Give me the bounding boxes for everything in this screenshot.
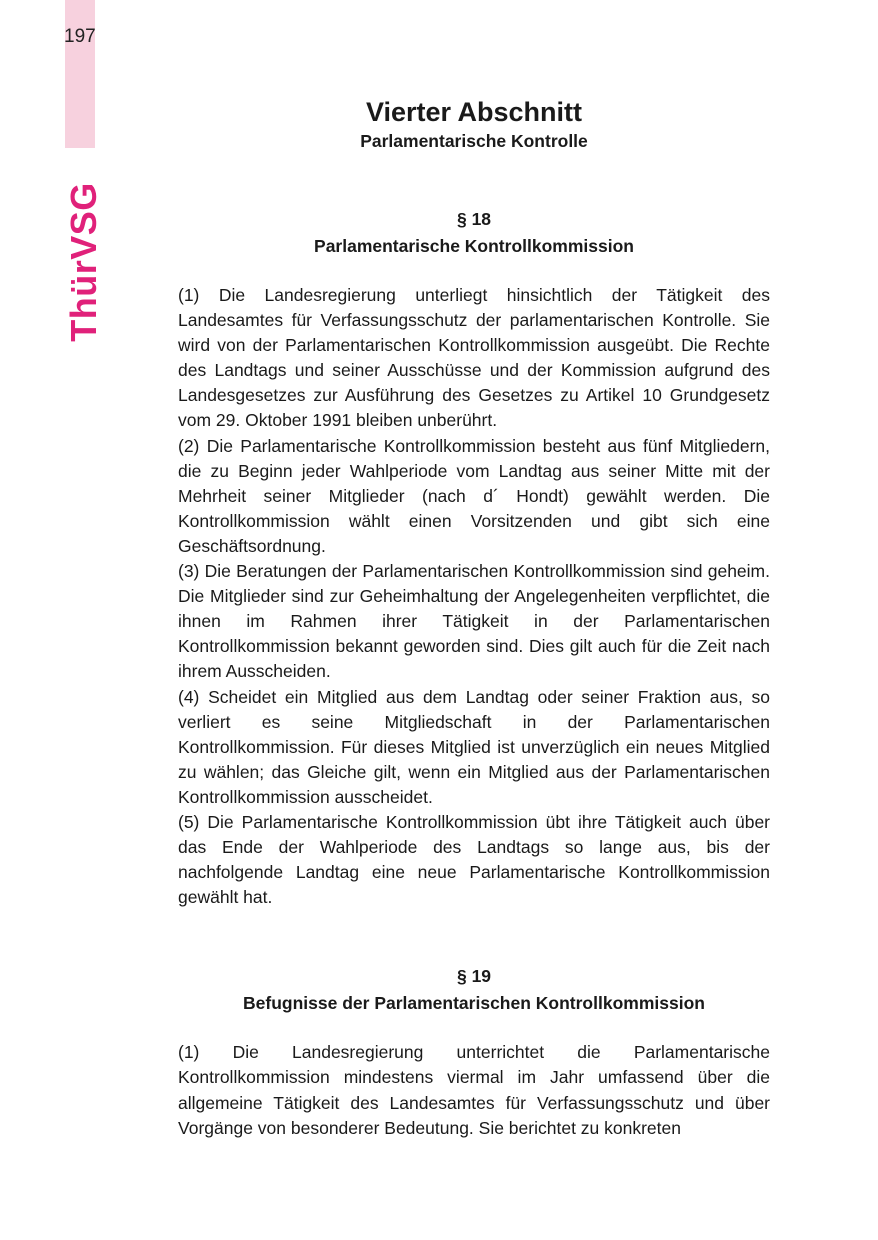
paragraph-body [178,1040,770,1140]
subsection-2: (2) Die Parlamentarische Kontrollkommission besteht aus fünf Mitgliedern, die zu Beginn jeder Wahlperiode vom Landtag aus seiner Mitte mit der Mehrheit seiner Mitglieder (nach d´ Hondt) gewählt werden. Die Kontrollkommission wählt einen Vorsitzenden und gibt sich eine Geschäftsordnung. [178,435,770,556]
subsection-5: (5) Die Parlamentarische Kontrollkommission übt ihre Tätigkeit auch über das Ende der Wahlperiode des Landtags so lange aus, bis der nachfolgende Landtag eine neue Parlamentarische Kontrollkommission gewählt hat. [178,811,770,908]
subsection-1: (1) Die Landesregierung unterrichtet die Parlamentarische Kontrollkommission mindestens viermal im Jahr umfassend über die allgemeine Tätigkeit des Landesamtes für Verfassungsschutz und über Vorgänge von besonderer Bedeutung. Sie berichtet zu konkreten [178,1042,770,1138]
subsection-1: (1) Die Landesregierung unterliegt hinsichtlich der Tätigkeit des Landesamtes für Verfassungsschutz der parlamentarischen Kontrolle. Sie wird von der Parlamentarischen Kontrollkommission ausgeübt. Die Rechte des Landtags und seiner Ausschüsse und der Kommission aufgrund des Landesgesetzes zur Ausführung des Gesetzes zu Artikel 10 Grundgesetz vom 29. Oktober 1991 bleiben unberührt. [178,285,770,431]
paragraph-heading: Parlamentarische Kontrollkommission [314,236,634,256]
subsection-4: (4) Scheidet ein Mitglied aus dem Landtag oder seiner Fraktion aus, so verliert es seine Mitgliedschaft in der Parlamentarischen Kontrollkommission. Für dieses Mitglied ist unverzüglich ein neues Mitglied zu wählen; das Gleiche gilt, wenn ein Mitglied aus der Parlamentarischen Kontrollkommission ausscheidet. [178,686,770,807]
paragraph-18 [178,206,770,910]
page-content [178,96,770,1141]
subsection-3: (3) Die Beratungen der Parlamentarischen Kontrollkommission sind geheim. Die Mitglieder sind zur Geheimhaltung der Angelegenheiten verpflichtet, die ihnen im Rahmen ihrer Tätigkeit in der Parlamentarischen Kontrollkommission bekannt geworden sind. Dies gilt auch für die Zeit nach ihrem Ausscheiden. [178,561,770,682]
paragraph-19 [178,963,770,1140]
side-tab-marker [65,0,95,148]
paragraph-body [178,283,770,910]
section-subtitle: Parlamentarische Kontrolle [360,131,588,151]
paragraph-heading: Befugnisse der Parlamentarischen Kontrollkommission [243,993,705,1014]
paragraph-number: § 19 [456,966,492,987]
section-title: Vierter Abschnitt [365,97,583,127]
page-number: 197 [64,26,96,47]
paragraph-number: § 18 [456,209,492,229]
running-head: ThürVSG [63,182,104,342]
